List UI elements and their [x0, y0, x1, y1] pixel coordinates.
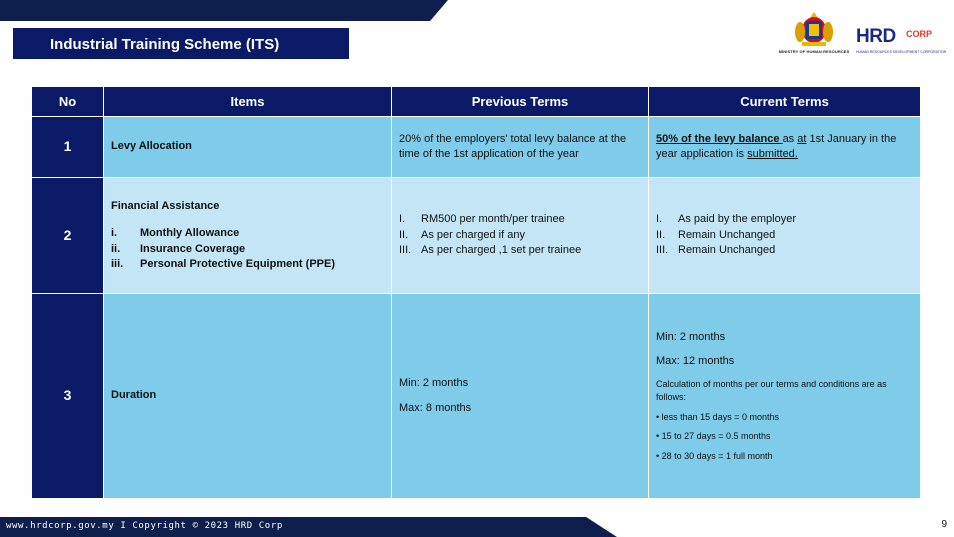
list-item: II. Remain Unchanged	[656, 228, 776, 241]
table-row	[32, 178, 921, 294]
previous-terms-cell: 20% of the employers' total levy balance at the time of the 1st application of the year	[392, 117, 649, 178]
current-terms-text: 1st January in the year application is	[656, 132, 897, 160]
item-cell: Duration	[104, 294, 392, 499]
item-list	[111, 226, 384, 272]
list-item: II. As per charged if any	[399, 228, 525, 241]
ministry-of-human-resources-logo	[778, 10, 850, 56]
current-max: Max: 12 months	[656, 355, 735, 368]
item-title: Financial Assistance	[111, 199, 220, 212]
list-item: III. Remain Unchanged	[656, 244, 776, 257]
previous-min: Min: 2 months	[399, 377, 469, 390]
ministry-caption: MINISTRY OF HUMAN RESOURCES	[778, 49, 850, 54]
current-terms-list	[656, 212, 913, 258]
list-item: i. Monthly Allowance	[111, 227, 240, 240]
calculation-bullet: • less than 15 days = 0 months	[656, 411, 779, 422]
corp-wordmark: CORP	[906, 29, 933, 39]
footer-copyright: www.hrdcorp.gov.my I Copyright © 2023 HRD Corp	[6, 521, 283, 531]
calculation-bullet: • 28 to 30 days = 1 full month	[656, 450, 773, 461]
header-logos	[778, 8, 947, 56]
its-terms-table	[31, 86, 921, 499]
previous-terms-cell	[392, 178, 649, 294]
list-item: I. RM500 per month/per trainee	[399, 213, 565, 226]
current-terms-text: as	[782, 132, 798, 145]
current-terms-cell	[649, 294, 921, 499]
list-item: ii. Insurance Coverage	[111, 242, 246, 255]
header-previous-terms: Previous Terms	[392, 87, 649, 117]
calculation-bullet: • 15 to 27 days = 0.5 months	[656, 431, 771, 442]
row-number: 1	[32, 117, 104, 178]
top-decorative-bar	[0, 0, 448, 21]
hrd-wordmark: HRD	[856, 26, 896, 47]
previous-max: Max: 8 months	[399, 401, 472, 414]
header-current-terms: Current Terms	[649, 87, 921, 117]
hrd-caption: HUMAN RESOURCES DEVELOPMENT CORPORATION	[856, 50, 947, 54]
list-item: I. As paid by the employer	[656, 213, 797, 226]
table-row	[32, 117, 921, 178]
coat-of-arms-icon	[778, 10, 850, 48]
row-number: 3	[32, 294, 104, 499]
calculation-note: Calculation of months per our terms and conditions are as follows:	[656, 379, 887, 402]
current-terms-highlight: 50% of the levy balance	[656, 132, 783, 145]
item-cell	[104, 178, 392, 294]
list-item: III. As per charged ,1 set per trainee	[399, 244, 582, 257]
hrd-corp-logo	[856, 24, 947, 56]
table-header-row	[32, 87, 921, 117]
list-item: iii. Personal Protective Equipment (PPE)	[111, 257, 335, 270]
current-terms-cell	[649, 178, 921, 294]
previous-terms-cell	[392, 294, 649, 499]
current-terms-text: at	[797, 132, 807, 145]
row-number: 2	[32, 178, 104, 294]
header-items: Items	[104, 87, 392, 117]
current-terms-text: submitted.	[747, 148, 798, 160]
item-cell: Levy Allocation	[104, 117, 392, 178]
header-no: No	[32, 87, 104, 117]
page-number: 9	[941, 519, 947, 530]
previous-terms-list	[399, 212, 641, 258]
table-row	[32, 294, 921, 499]
slide-title: Industrial Training Scheme (ITS)	[13, 28, 349, 59]
current-min: Min: 2 months	[656, 330, 726, 343]
current-terms-cell	[649, 117, 921, 178]
